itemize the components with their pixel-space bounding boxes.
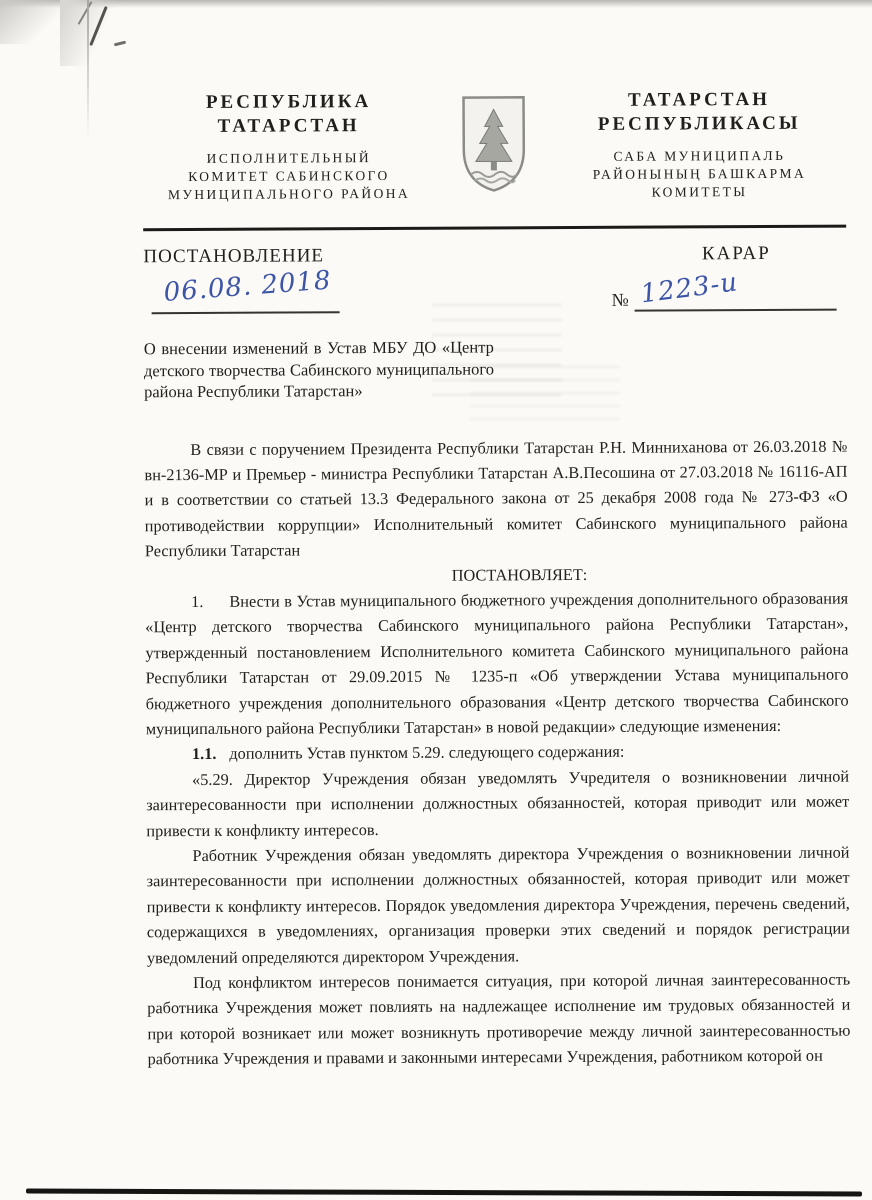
item-1-number: 1. [191,591,204,611]
coat-of-arms-icon [434,83,553,194]
letterhead-russian-block [142,84,435,205]
item-1-text: Внести в Устав муниципального бюджетного учреждения дополнительного образования «Центр детского творчества Сабинского муниципального района Республики Татарстан», утвержденный постановлением Исполнительного комитета Сабинского муниципального района Республики Татарстан от 29.09.2015 № 1235-п «Об утверждении Устава муниципального бюджетного учреждения дополнительного образования «Центр детского творчества Сабинского муниципального района Республики Татарстан» в новой редакции» следующие изменения: [145,588,849,739]
handwritten-date: 06.08. 2018 [162,265,333,308]
paragraph-conflict-definition: Под конфликтом интересов понимается ситуация, при которой личная заинтересованность работника Учреждения может повлиять на надлежащее исполнение им трудовых обязанностей и при которой возникает или может возникнуть противоречие между личной заинтересованностью работника Учреждения и правами и законными интересами Учреждения, работником которой он [147,969,851,1069]
handwritten-number: 1223-и [639,267,740,310]
item-1-1-text: дополнить Устав пунктом 5.29. следующего содержания: [229,742,625,764]
committee-name-ru: ИСПОЛНИТЕЛЬНЫЙ КОМИТЕТ САБИНСКОГО МУНИЦИПАЛЬНОГО РАЙОНА [167,150,411,203]
paragraph-item-1-1 [146,738,849,767]
republic-name-tt: ТАТАРСТАН РЕСПУБЛИКАСЫ [597,88,801,135]
republic-name-ru: РЕСПУБЛИКА ТАТАРСТАН [205,91,372,137]
paragraph-5-29: «5.29. Директор Учреждения обязан уведомлять Учредителя о возникновении личной заинтересованности при исполнении должностных обязанностей, которая приводит или может привести к конфликту интересов. [146,766,850,840]
doc-type-tt: КАРАР [701,242,771,265]
doc-subject: О внесении изменений в Устав МБУ ДО «Центр детского творчества Сабинского муниципального района Республики Татарстан» [143,337,494,402]
number-sign: № [611,289,629,310]
scan-bottom-edge-artifact [26,1189,862,1197]
letterhead [142,82,846,205]
paragraph-item-1 [145,586,849,742]
number-underline [635,267,837,312]
resolves-heading: ПОСТАНОВЛЯЕТ: [451,564,588,585]
doc-type-row [143,243,846,269]
committee-name-tt: САБА МУНИЦИПАЛЬ РАЙОНЫНЫҢ БАШКАРМА КОМИТЕТЫ [592,147,807,200]
paragraph-worker-duty: Работник Учреждения обязан уведомлять директора Учреждения о возникновении личной заинтересованности при исполнении должностных обязанностей, которая приводит или может привести к конфликту интересов. Порядок уведомления директора Учреждения, перечень сведений, содержащихся в уведомлениях, организация проверки этих сведений и порядок регистрации уведомлений определяются директором Учреждения. [146,842,850,967]
header-divider [143,225,846,232]
item-1-1-number: 1.1. [191,744,217,764]
paragraph-intro: В связи с поручением Президента Республики Татарстан Р.Н. Минниханова от 26.03.2018 № вн-2136-МР и Премьер - министра Республики Татарстан А.В.Песошина от 27.03.2018 № 16116-АП и в соответствии со статьей 13.3 Федерального закона от 25 декабря 2008 года № 273-ФЗ «О противодействии коррупции» Исполнительный комитет Сабинского муниципального района Республики Татарстан [144,436,848,561]
letterhead-tatar-block [552,82,846,203]
doc-meta-row [143,265,846,315]
doc-number-line [611,267,836,312]
doc-body [144,433,850,1072]
doc-type-ru: ПОСТАНОВЛЕНИЕ [143,245,325,268]
doc-date-line [151,265,339,314]
